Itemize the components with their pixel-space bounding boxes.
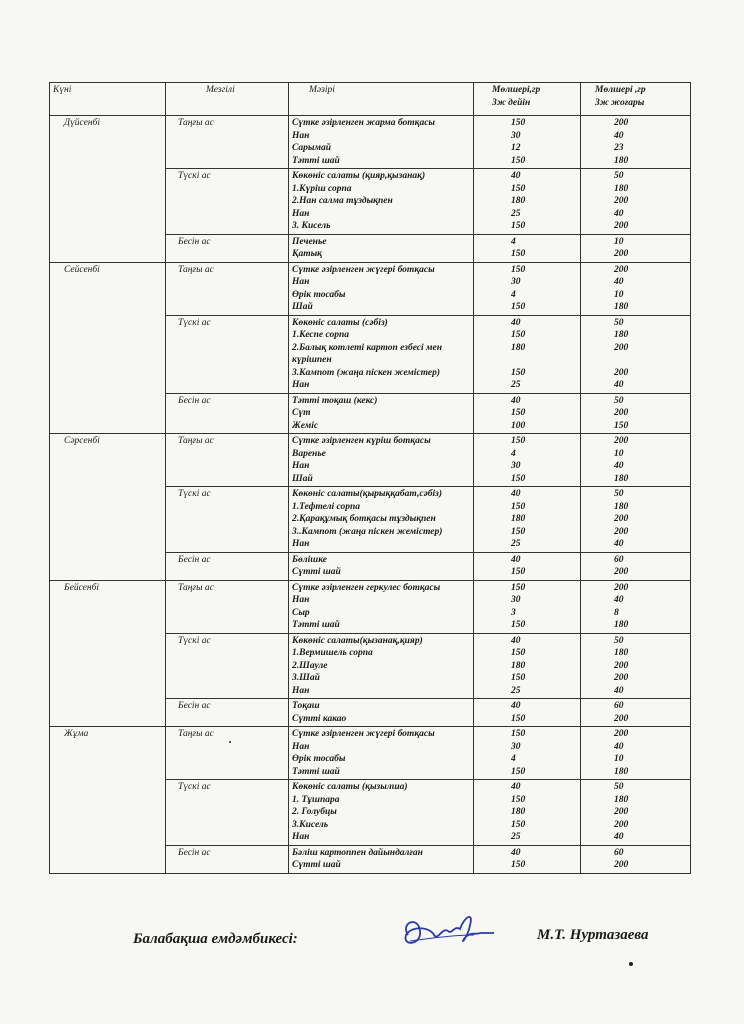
- meal-name: Түскі ас: [166, 315, 289, 393]
- header-dish: Мәзірі: [289, 83, 474, 116]
- dish-list: [289, 315, 474, 393]
- amount-value: 10: [614, 236, 624, 247]
- amount-old-list: [581, 262, 691, 315]
- amount-value: 30: [511, 595, 521, 605]
- amount-value: 150: [511, 526, 526, 537]
- dish-item: Көкөніс салаты (қызылша): [292, 782, 408, 792]
- dish-item: күрішпен: [292, 355, 332, 365]
- amount-value: 180: [614, 302, 629, 312]
- meal-name: Түскі ас: [166, 633, 289, 699]
- dish-item: Сүтті шай: [292, 567, 341, 577]
- amount-old-list: [581, 393, 691, 434]
- amount-value: 180: [614, 620, 629, 630]
- amount-old-list: [581, 845, 691, 873]
- meal-row: [50, 727, 691, 780]
- amount-value: 180: [511, 342, 526, 353]
- dish-list: [289, 434, 474, 487]
- amount-value: 200: [614, 342, 629, 353]
- dish-item: Нан: [292, 208, 310, 219]
- dish-item: 1.Күріш сорпа: [292, 183, 352, 194]
- dish-item: 2.Шауле: [292, 660, 328, 671]
- dish-item: 3.Шай: [292, 673, 320, 683]
- amount-value: 40: [614, 208, 624, 219]
- amount-value: 40: [511, 701, 521, 711]
- amount-value: 150: [511, 264, 526, 275]
- amount-value: 60: [614, 847, 624, 858]
- amount-value: 150: [511, 473, 526, 484]
- day-name: Сәрсенбі: [50, 434, 166, 581]
- amount-value: 30: [511, 461, 521, 471]
- amount-value: 4: [511, 289, 516, 300]
- amount-old-list: [581, 727, 691, 780]
- amount-value: 150: [511, 729, 526, 739]
- amount-value: 4: [511, 448, 516, 459]
- amount-value: 200: [614, 436, 629, 446]
- amount-value: 25: [511, 380, 521, 390]
- dish-list: [289, 845, 474, 873]
- day-name: Жұма: [50, 727, 166, 874]
- amount-value: 30: [511, 277, 521, 287]
- amount-value: 200: [614, 673, 629, 683]
- dish-item: 3.Кампот (жаңа піскен жемістер): [292, 367, 441, 378]
- amount-old-list: [581, 699, 691, 727]
- dish-item: Тоқаш: [292, 701, 320, 711]
- amount-young-list: [474, 262, 581, 315]
- amount-value: 10: [614, 754, 624, 764]
- scan-speck: [229, 741, 231, 743]
- amount-old-list: [581, 780, 691, 846]
- amount-value: 4: [511, 236, 516, 247]
- amount-value: 50: [614, 395, 624, 406]
- dish-list: [289, 393, 474, 434]
- amount-value: 150: [511, 860, 526, 870]
- amount-value: 150: [511, 582, 526, 593]
- amount-value: 200: [614, 221, 629, 231]
- dish-list: [289, 116, 474, 169]
- dish-item: 1. Тұшпара: [292, 794, 340, 805]
- amount-value: 50: [614, 635, 624, 646]
- dish-list: [289, 262, 474, 315]
- amount-old-list: [581, 116, 691, 169]
- amount-value: 23: [614, 143, 624, 153]
- amount-value: 40: [511, 635, 521, 646]
- amount-value: 100: [511, 420, 526, 431]
- amount-value: 40: [614, 539, 624, 549]
- amount-value: 150: [511, 302, 526, 312]
- amount-value: 180: [614, 183, 629, 194]
- amount-value: 10: [614, 448, 624, 459]
- dish-item: Сүтке әзірленген жүгері ботқасы: [292, 729, 435, 739]
- amount-value: 25: [511, 685, 521, 696]
- amount-value: 40: [511, 782, 521, 792]
- meal-name: Таңғы ас: [166, 580, 289, 633]
- amount-value: 40: [511, 171, 521, 181]
- dish-list: [289, 234, 474, 262]
- dish-item: Сүт: [292, 408, 311, 418]
- meal-name: Түскі ас: [166, 169, 289, 235]
- dish-item: Сүтке әзірленген жүгері ботқасы: [292, 264, 435, 275]
- dish-item: Сыр: [292, 607, 310, 618]
- dish-item: Нан: [292, 380, 310, 390]
- amount-value: 150: [511, 183, 526, 194]
- meal-name: Бесін ас: [166, 552, 289, 580]
- dish-item: Нан: [292, 832, 310, 842]
- amount-young-list: [474, 552, 581, 580]
- dish-item: Жеміс: [292, 420, 319, 431]
- dish-item: Сүтке әзірленген геркулес ботқасы: [292, 582, 441, 593]
- amount-value: 150: [511, 648, 526, 658]
- dish-item: 1.Кеспе сорпа: [292, 330, 350, 340]
- dish-item: Өрік тосабы: [292, 289, 346, 300]
- meal-name: Түскі ас: [166, 780, 289, 846]
- amount-value: 200: [614, 264, 629, 275]
- dish-item: Бөлішке: [292, 554, 327, 565]
- dish-item: Сүтке әзірленген күріш ботқасы: [292, 436, 431, 446]
- meal-name: Таңғы ас: [166, 116, 289, 169]
- dish-item: Нан: [292, 130, 310, 141]
- amount-value: 150: [614, 420, 629, 431]
- dish-item: 2.Балық котлеті картоп езбесі мен: [292, 342, 443, 353]
- dish-list: [289, 580, 474, 633]
- amount-value: 180: [614, 766, 629, 777]
- dish-item: Өрік тосабы: [292, 754, 346, 764]
- amount-value: 200: [614, 249, 629, 259]
- amount-value: 150: [511, 155, 526, 166]
- amount-value: 40: [511, 847, 521, 858]
- amount-value: 50: [614, 171, 624, 181]
- amount-value: 150: [511, 673, 526, 683]
- dish-item: Сүтті какао: [292, 713, 347, 724]
- meal-name: Таңғы ас: [166, 262, 289, 315]
- header-meal: Мезгілі: [166, 83, 289, 116]
- amount-value: 40: [614, 685, 624, 696]
- amount-young-list: [474, 315, 581, 393]
- dish-item: Тәтті тоқаш (кекс): [292, 395, 378, 406]
- amount-value: 200: [614, 713, 629, 724]
- amount-value: 200: [614, 526, 629, 537]
- meal-name: Бесін ас: [166, 699, 289, 727]
- amount-value: 12: [511, 143, 521, 153]
- dish-item: 3..Кампот (жаңа піскен жемістер): [292, 526, 443, 537]
- dish-item: Тәтті шай: [292, 155, 340, 166]
- amount-young-list: [474, 780, 581, 846]
- amount-value: 40: [614, 130, 624, 141]
- menu-table: [49, 82, 691, 874]
- amount-value: 150: [511, 567, 526, 577]
- amount-young-list: [474, 434, 581, 487]
- amount-old-list: [581, 580, 691, 633]
- dish-item: Шай: [292, 473, 313, 484]
- amount-old-list: [581, 434, 691, 487]
- header-amount-old: Мөлшері ,гр 3ж жоғары: [581, 83, 691, 116]
- dish-item: Печенье: [292, 236, 327, 247]
- amount-value: 150: [511, 330, 526, 340]
- amount-value: 150: [511, 221, 526, 231]
- amount-value: 180: [614, 501, 629, 512]
- dish-item: 2.Қарақұмық ботқасы тұздықпен: [292, 514, 436, 524]
- amount-value: 150: [511, 118, 526, 128]
- dish-item: 3.Кисель: [292, 819, 329, 830]
- dish-list: [289, 699, 474, 727]
- amount-value: 30: [511, 130, 521, 141]
- amount-value: 180: [614, 648, 629, 658]
- amount-value: 180: [614, 155, 629, 166]
- amount-value: 40: [614, 595, 624, 605]
- meal-row: [50, 580, 691, 633]
- meal-name: Түскі ас: [166, 487, 289, 553]
- amount-value: 200: [614, 729, 629, 739]
- amount-value: 40: [511, 489, 521, 499]
- amount-value: 40: [614, 741, 624, 752]
- amount-value: 150: [511, 620, 526, 630]
- amount-value: 60: [614, 701, 624, 711]
- amount-value: 180: [614, 330, 629, 340]
- dish-item: 2.Нан салма тұздықпен: [292, 196, 393, 206]
- signature-row: [0, 905, 744, 965]
- dish-item: Варенье: [292, 448, 326, 459]
- dish-item: Сүтті шай: [292, 860, 341, 870]
- amount-old-list: [581, 234, 691, 262]
- amount-value: 3: [511, 607, 516, 618]
- amount-young-list: [474, 699, 581, 727]
- dish-item: 1.Тефтелі сорпа: [292, 501, 361, 512]
- dish-item: Сүтке әзірленген жарма ботқасы: [292, 118, 435, 128]
- amount-value: 200: [614, 408, 629, 418]
- dish-list: [289, 552, 474, 580]
- dish-list: [289, 780, 474, 846]
- amount-value: 25: [511, 208, 521, 219]
- dish-item: Нан: [292, 595, 310, 605]
- amount-value: 180: [511, 514, 526, 524]
- dish-item: Тәтті шай: [292, 620, 340, 630]
- meal-row: [50, 262, 691, 315]
- meal-row: [50, 434, 691, 487]
- amount-value: 180: [614, 794, 629, 805]
- amount-value: 25: [511, 539, 521, 549]
- amount-value: 40: [614, 832, 624, 842]
- amount-young-list: [474, 845, 581, 873]
- amount-value: 40: [511, 317, 521, 328]
- dish-item: Нан: [292, 539, 310, 549]
- dish-list: [289, 633, 474, 699]
- signature-name: М.Т. Нуртазаева: [537, 927, 649, 943]
- amount-value: 200: [614, 514, 629, 524]
- amount-value: 180: [511, 196, 526, 206]
- amount-value: 150: [511, 367, 526, 378]
- amount-value: 40: [511, 554, 521, 565]
- amount-value: 150: [511, 436, 526, 446]
- dish-item: Көкөніс салаты(қырыққабат,сәбіз): [292, 489, 443, 499]
- amount-value: 150: [511, 501, 526, 512]
- amount-young-list: [474, 393, 581, 434]
- dish-item: Көкөніс салаты(қызанақ,қияр): [292, 635, 423, 646]
- amount-value: 150: [511, 249, 526, 259]
- amount-value: 150: [511, 794, 526, 805]
- dish-item: Нан: [292, 461, 310, 471]
- dish-item: Нан: [292, 741, 310, 752]
- amount-value: 10: [614, 289, 624, 300]
- dish-item: Қатық: [292, 249, 322, 259]
- dish-item: Шай: [292, 302, 313, 312]
- amount-value: 200: [614, 582, 629, 593]
- amount-old-list: [581, 315, 691, 393]
- header-day: Күні: [50, 83, 166, 116]
- day-name: Сейсенбі: [50, 262, 166, 434]
- amount-young-list: [474, 234, 581, 262]
- amount-value: 200: [614, 807, 629, 817]
- dish-item: 3. Кисель: [292, 221, 331, 231]
- amount-value: 8: [614, 607, 619, 618]
- dish-item: Тәтті шай: [292, 766, 340, 777]
- dish-item: Бәліш картоппен дайындалған: [292, 847, 423, 858]
- amount-value: 200: [614, 367, 629, 378]
- day-name: Бейсенбі: [50, 580, 166, 727]
- amount-value: 60: [614, 554, 624, 565]
- amount-old-list: [581, 552, 691, 580]
- meal-name: Таңғы ас: [166, 727, 289, 780]
- header-amount-young: Мөлшері,гр 3ж дейін: [474, 83, 581, 116]
- meal-name: Бесін ас: [166, 234, 289, 262]
- amount-value: 50: [614, 317, 624, 328]
- amount-value: 200: [614, 567, 629, 577]
- amount-value: [584, 354, 687, 367]
- dish-list: [289, 727, 474, 780]
- amount-value: 40: [511, 395, 521, 406]
- amount-value: 150: [511, 408, 526, 418]
- amount-young-list: [474, 727, 581, 780]
- amount-value: 150: [511, 766, 526, 777]
- dish-item: Көкөніс салаты (сәбіз): [292, 317, 388, 328]
- meal-row: [50, 116, 691, 169]
- amount-value: 4: [511, 754, 516, 764]
- dish-item: Сарымай: [292, 143, 332, 153]
- dish-item: Нан: [292, 685, 310, 696]
- amount-value: 180: [614, 473, 629, 484]
- amount-value: 40: [614, 380, 624, 390]
- header-row: [50, 83, 691, 116]
- amount-old-list: [581, 633, 691, 699]
- dish-item: 2. Голубцы: [292, 807, 337, 817]
- amount-value: 50: [614, 489, 624, 499]
- amount-value: 40: [614, 277, 624, 287]
- day-name: Дүйсенбі: [50, 116, 166, 263]
- dish-item: 1.Вермишель сорпа: [292, 648, 373, 658]
- dish-list: [289, 169, 474, 235]
- scan-speck: [629, 962, 633, 966]
- dish-list: [289, 487, 474, 553]
- amount-value: 200: [614, 860, 629, 870]
- amount-old-list: [581, 487, 691, 553]
- amount-value: 200: [614, 196, 629, 206]
- amount-value: 200: [614, 660, 629, 671]
- amount-value: 180: [511, 807, 526, 817]
- amount-young-list: [474, 169, 581, 235]
- amount-value: 180: [511, 660, 526, 671]
- amount-value: 200: [614, 819, 629, 830]
- amount-value: 30: [511, 741, 521, 752]
- amount-value: 150: [511, 819, 526, 830]
- meal-name: Таңғы ас: [166, 434, 289, 487]
- amount-value: 50: [614, 782, 624, 792]
- meal-name: Бесін ас: [166, 393, 289, 434]
- amount-old-list: [581, 169, 691, 235]
- handwritten-signature: [390, 905, 500, 965]
- dish-item: Нан: [292, 277, 310, 287]
- amount-young-list: [474, 116, 581, 169]
- amount-value: 150: [511, 713, 526, 724]
- amount-young-list: [474, 580, 581, 633]
- amount-young-list: [474, 633, 581, 699]
- signature-label: Балабақша емдәмбикесі:: [133, 931, 298, 947]
- amount-value: [477, 354, 577, 367]
- amount-value: 25: [511, 832, 521, 842]
- amount-value: 200: [614, 118, 629, 128]
- amount-young-list: [474, 487, 581, 553]
- dish-item: Көкөніс салаты (қияр,қызанақ): [292, 171, 426, 181]
- amount-value: 40: [614, 461, 624, 471]
- meal-name: Бесін ас: [166, 845, 289, 873]
